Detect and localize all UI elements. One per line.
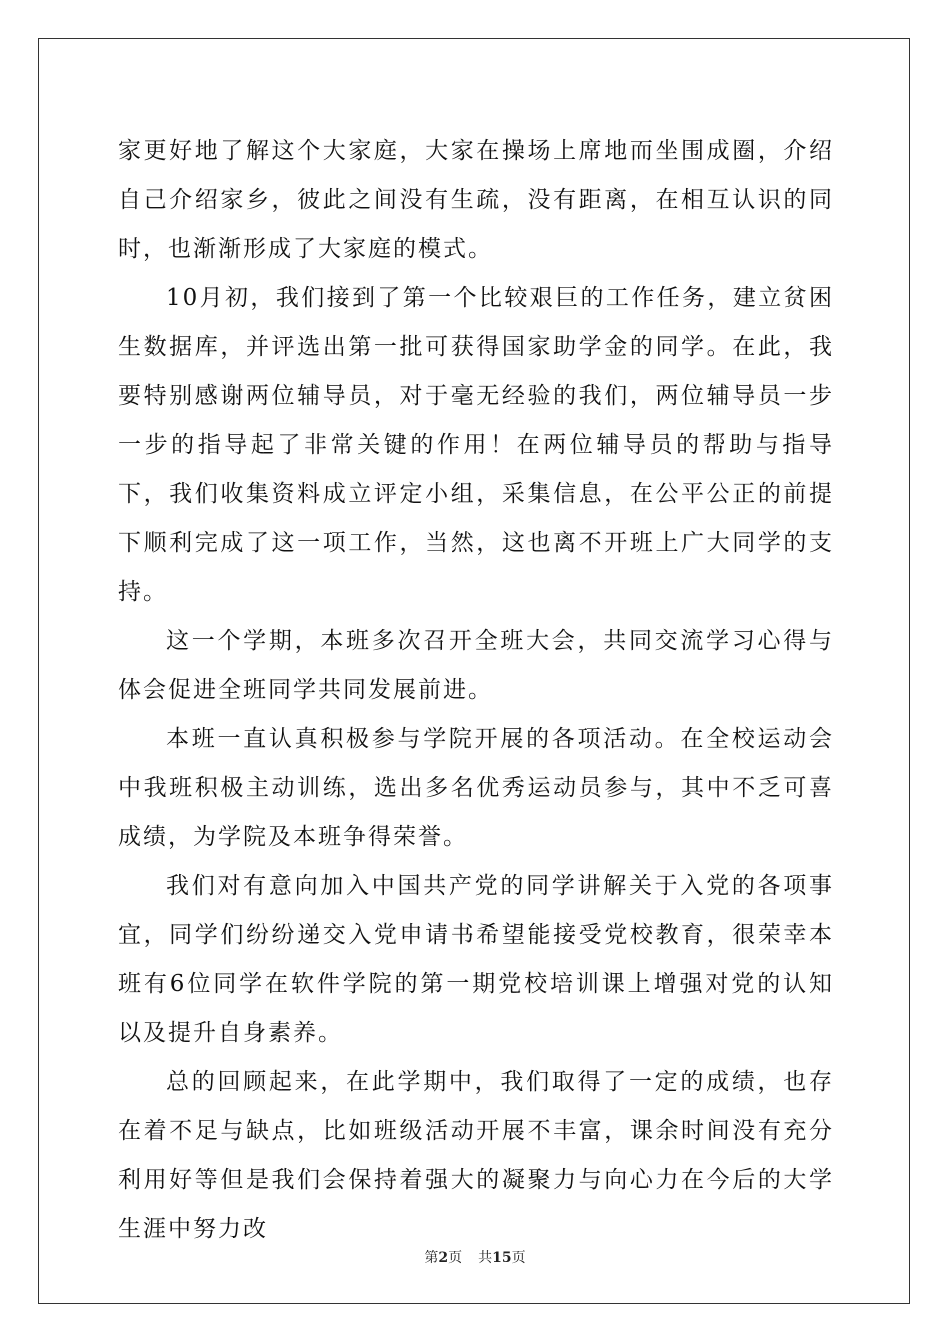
paragraph-2: 10月初，我们接到了第一个比较艰巨的工作任务，建立贫困生数据库，并评选出第一批可获得国家助学金的同学。在此，我要特别感谢两位辅导员，对于毫无经验的我们，两位辅导员一步一步的指导起了非常关键的作用！在两位辅导员的帮助与指导下，我们收集资料成立评定小组，采集信息，在公平公正的前提下顺利完成了这一项工作，当然，这也离不开班上广大同学的支持。 [118, 285, 834, 605]
total-pages: 15 [492, 1250, 512, 1266]
page-prefix: 第 [424, 1250, 439, 1266]
document-body [118, 127, 834, 1254]
paragraph-1: 家更好地了解这个大家庭，大家在操场上席地而坐围成圈，介绍自己介绍家乡，彼此之间没有生疏，没有距离，在相互认识的同时，也渐渐形成了大家庭的模式。 [118, 138, 834, 262]
page-footer [0, 1247, 950, 1267]
total-suffix: 页 [511, 1250, 526, 1266]
total-prefix: 共 [478, 1250, 493, 1266]
paragraph-4: 本班一直认真积极参与学院开展的各项活动。在全校运动会中我班积极主动训练，选出多名优秀运动员参与，其中不乏可喜成绩，为学院及本班争得荣誉。 [118, 726, 834, 850]
paragraph-6: 总的回顾起来，在此学期中，我们取得了一定的成绩，也存在着不足与缺点，比如班级活动开展不丰富，课余时间没有充分利用好等但是我们会保持着强大的凝聚力与向心力在今后的大学生涯中努力改 [118, 1069, 834, 1242]
page-suffix: 页 [448, 1250, 463, 1266]
paragraph-5: 我们对有意向加入中国共产党的同学讲解关于入党的各项事宜，同学们纷纷递交入党申请书希望能接受党校教育，很荣幸本班有6位同学在软件学院的第一期党校培训课上增强对党的认知以及提升自身素养。 [118, 873, 834, 1046]
page-number: 2 [438, 1250, 449, 1266]
paragraph-3: 这一个学期，本班多次召开全班大会，共同交流学习心得与体会促进全班同学共同发展前进。 [118, 628, 834, 703]
